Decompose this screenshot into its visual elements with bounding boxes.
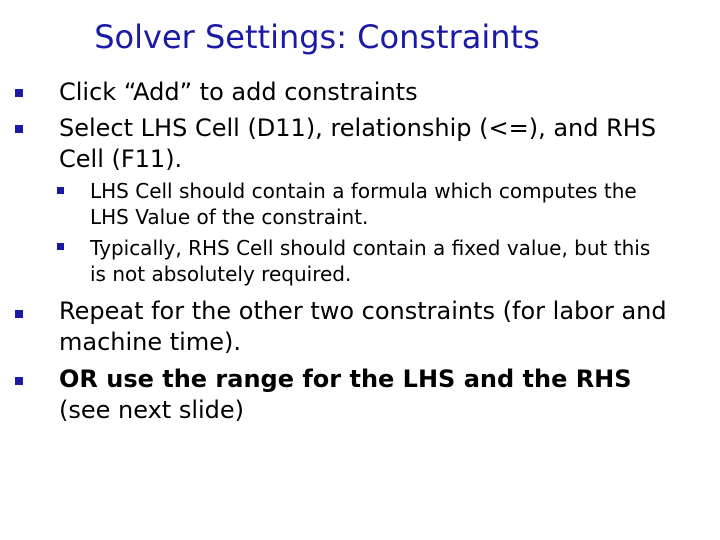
bullet-text: Click “Add” to add constraints [59,78,418,106]
slide-title: Solver Settings: Constraints [94,18,540,56]
sub-bullet-text-line-2: LHS Value of the constraint. [90,205,369,229]
sub-bullet-text-line-1: LHS Cell should contain a formula which computes the [90,179,637,203]
square-bullet-icon [15,377,23,385]
bullet-text-line-1: Select LHS Cell (D11), relationship (<=), and RHS [59,114,657,142]
square-bullet-icon [15,125,23,133]
square-bullet-icon [15,89,23,97]
bullet-text-line-2: (see next slide) [59,396,245,424]
bullet-text-line-2: Cell (F11). [59,145,183,173]
bullet-text-bold-line: OR use the range for the LHS and the RHS [59,365,632,393]
sub-bullet-text-line-2: is not absolutely required. [90,262,352,286]
bullet-text-line-1: Repeat for the other two constraints (for labor and [59,297,667,325]
square-bullet-icon [57,187,64,194]
bullet-text-line-2: machine time). [59,328,241,356]
square-bullet-icon [57,243,64,250]
sub-bullet-text-line-1: Typically, RHS Cell should contain a fixed value, but this [90,236,651,260]
square-bullet-icon [15,310,23,318]
